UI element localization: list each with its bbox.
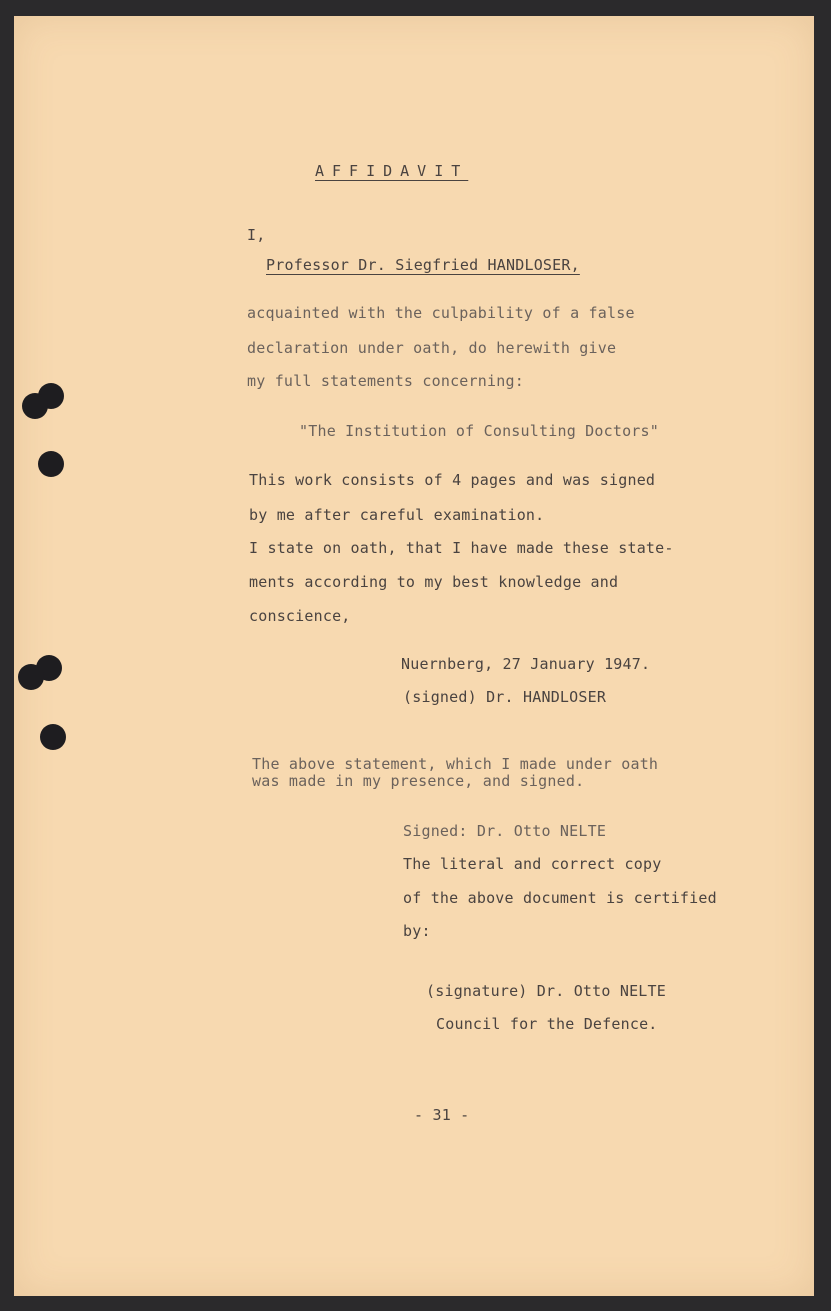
body-line: conscience, xyxy=(249,607,351,625)
witness-line: The above statement, which I made under oath xyxy=(252,755,659,773)
intro-line: declaration under oath, do herewith give xyxy=(247,339,617,357)
punch-hole xyxy=(22,393,48,419)
page-number: - 31 - xyxy=(414,1106,470,1124)
intro-line: my full statements concerning: xyxy=(247,372,524,390)
witness-signed: Signed: Dr. Otto NELTE xyxy=(403,822,607,840)
subject-line: "The Institution of Consulting Doctors" xyxy=(299,422,659,440)
opening-line: I, xyxy=(247,226,266,244)
certification-line: The literal and correct copy xyxy=(403,855,662,873)
certification-line: of the above document is certified xyxy=(403,889,717,907)
affiant-name: Professor Dr. Siegfried HANDLOSER, xyxy=(266,256,580,274)
body-line: I state on oath, that I have made these state- xyxy=(249,539,674,557)
punch-hole xyxy=(38,451,64,477)
place-date: Nuernberg, 27 January 1947. xyxy=(401,655,651,673)
body-line: ments according to my best knowledge and xyxy=(249,573,619,591)
witness-line: was made in my presence, and signed. xyxy=(252,772,585,790)
document-title: AFFIDAVIT xyxy=(315,162,469,180)
certifier-signature: (signature) Dr. Otto NELTE xyxy=(426,982,666,1000)
body-line: by me after careful examination. xyxy=(249,506,545,524)
certifier-role: Council for the Defence. xyxy=(436,1015,658,1033)
punch-hole xyxy=(18,664,44,690)
signature-line: (signed) Dr. HANDLOSER xyxy=(403,688,607,706)
intro-line: acquainted with the culpability of a false xyxy=(247,304,635,322)
body-line: This work consists of 4 pages and was signed xyxy=(249,471,656,489)
punch-hole xyxy=(40,724,66,750)
certification-line: by: xyxy=(403,922,431,940)
